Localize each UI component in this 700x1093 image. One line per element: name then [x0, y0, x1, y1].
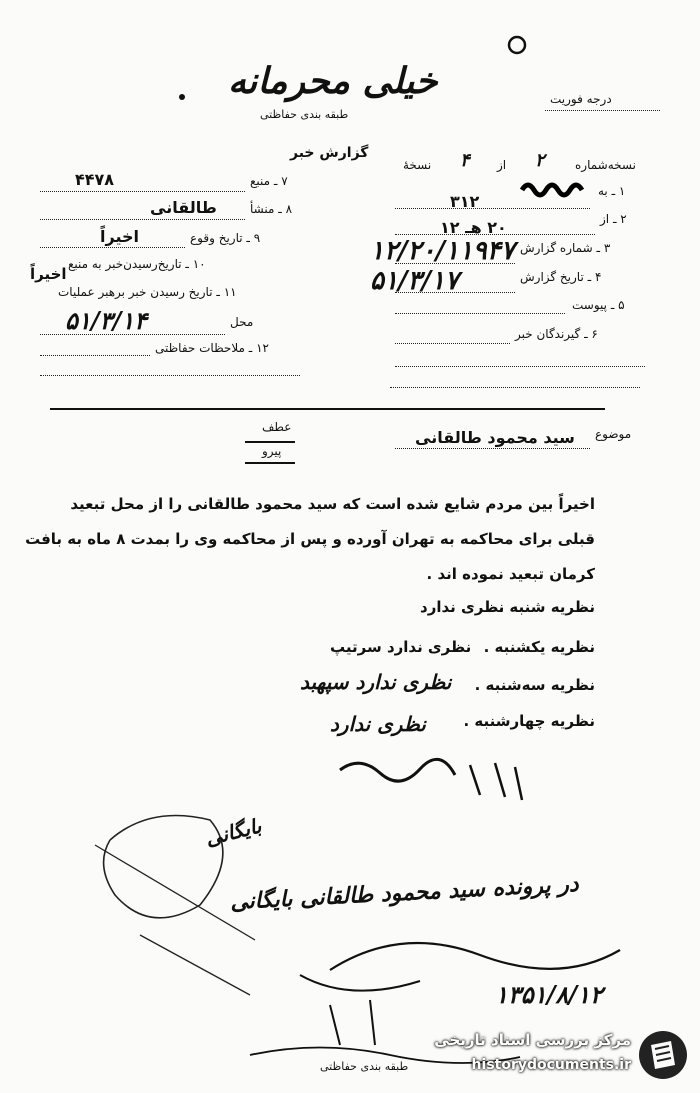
classification-subtitle: طبقه بندی حفاظتی [260, 108, 349, 121]
field-place-value: ۵۱/۳/۱۴ [65, 306, 147, 335]
field-event-date-value: اخیراً [100, 227, 139, 246]
body-line-1: اخیراً بین مردم شایع شده است که سید محمود طالقانی را از محل تبعید [70, 495, 595, 513]
dots-recipients-2 [395, 366, 645, 367]
ref-divider [245, 441, 295, 443]
ref-bottom-label: پیرو [262, 444, 282, 458]
report-title: گزارش خبر [290, 145, 369, 161]
redaction-scribble [520, 178, 590, 200]
dots-notes-1 [40, 355, 150, 356]
urgency-label: درجه فوریت [550, 92, 612, 106]
watermark-url[interactable]: historydocuments.ir [471, 1057, 631, 1073]
field-to-label: ۱ ـ به [598, 184, 626, 198]
field-attachment-label: ۵ ـ پیوست [572, 298, 625, 312]
field-from-label: ۲ ـ از [600, 212, 627, 226]
ref-underline [245, 462, 295, 464]
opinion-saturday-value: نظری ندارد [420, 598, 505, 616]
field-source-label: ۷ ـ منبع [250, 174, 288, 188]
body-line-3: کرمان تبعید نموده اند . [426, 565, 595, 583]
dots-bottom-block [390, 387, 640, 388]
opinion-sunday-value: نظری ندارد سرتیپ [330, 638, 472, 656]
opinion-wednesday-value: نظری ندارد [330, 712, 426, 736]
copy-line-end: نسخهٔ [403, 158, 432, 172]
dots-notes-2 [40, 375, 300, 376]
opinion-tuesday-label: نظریه سه‌شنبه . [474, 676, 595, 694]
dots-subject [395, 448, 590, 449]
opinion-sunday-label: نظریه یکشنبه . [483, 638, 595, 656]
field-report-no-label: ۳ ـ شماره گزارش [520, 241, 611, 255]
field-source-value: ۴۴۷۸ [75, 170, 115, 189]
copy-line-mid: از [497, 158, 507, 172]
field-received-ops-label: ۱۱ ـ تاریخ رسیدن خبر برهبر عملیات [58, 285, 237, 299]
field-report-date-label: ۴ ـ تاریخ گزارش [520, 270, 602, 284]
handwritten-date: ۱۳۵۱/۸/۱۲ [495, 980, 603, 1009]
dots-to [395, 208, 590, 209]
ref-top-label: عطف [262, 420, 292, 434]
dots-from [395, 234, 595, 235]
margin-note: بایگانی [202, 813, 264, 851]
body-line-2: قبلی برای محاکمه به تهران آورده و پس از محاکمه وی را بمدت ۸ ماه به بافت [25, 530, 595, 548]
watermark-logo-icon [635, 1027, 691, 1083]
watermark-title: مرکز بررسی اسناد تاریخی [434, 1031, 631, 1049]
watermark [430, 1025, 695, 1087]
field-to-value: ۳۱۲ [450, 192, 480, 211]
field-security-notes-label: ۱۲ ـ ملاحظات حفاظتی [155, 341, 269, 355]
copy-line-label: نسخه‌شماره [575, 158, 636, 172]
copy-number: ۲ [535, 150, 545, 171]
classification-title: خیلی محرمانه [228, 60, 438, 102]
opinion-tuesday-value: نظری ندارد سپهبد [300, 670, 452, 694]
dots-report-no [395, 263, 515, 264]
subject-label: موضوع [595, 427, 632, 441]
field-received-source-value: اخیراً [30, 265, 67, 283]
archive-note: در پرونده سید محمود طالقانی بایگانی [229, 870, 580, 916]
dots-report-date [395, 292, 515, 293]
urgency-dots [545, 110, 660, 111]
copy-of: ۴ [460, 150, 470, 171]
footer-classification: طبقه بندی حفاظتی [320, 1060, 409, 1073]
field-event-date-label: ۹ ـ تاریخ وقوع [190, 231, 261, 245]
dots-place [40, 334, 225, 335]
dots-source [40, 191, 245, 192]
field-place-label: محل [230, 315, 254, 329]
field-origin-value: طالقانی [150, 198, 217, 217]
field-origin-label: ۸ ـ منشأ [250, 202, 293, 216]
field-report-date-value: ۵۱/۳/۱۷ [370, 266, 459, 296]
field-received-source-label: ۱۰ ـ تاریخ‌رسیدن‌خبر به منبع [68, 257, 206, 271]
dots-origin [40, 219, 245, 220]
subject-value: سید محمود طالقانی [415, 428, 575, 447]
field-from-value: ۲۰ هـ ۱۲ [440, 218, 507, 237]
section-divider [50, 408, 605, 410]
dots-attachment [395, 313, 565, 314]
opinion-saturday-label: نظریه شنبه . [498, 598, 595, 616]
dots-recipients-1 [395, 343, 510, 344]
dots-event-date [40, 247, 185, 248]
opinion-wednesday-label: نظریه چهارشنبه . [463, 712, 595, 730]
field-report-no-value: ۱۲/۲۰/۱۱۹۴۷ [370, 236, 515, 266]
field-recipients-label: ۶ ـ گیرندگان خبر [515, 327, 598, 341]
